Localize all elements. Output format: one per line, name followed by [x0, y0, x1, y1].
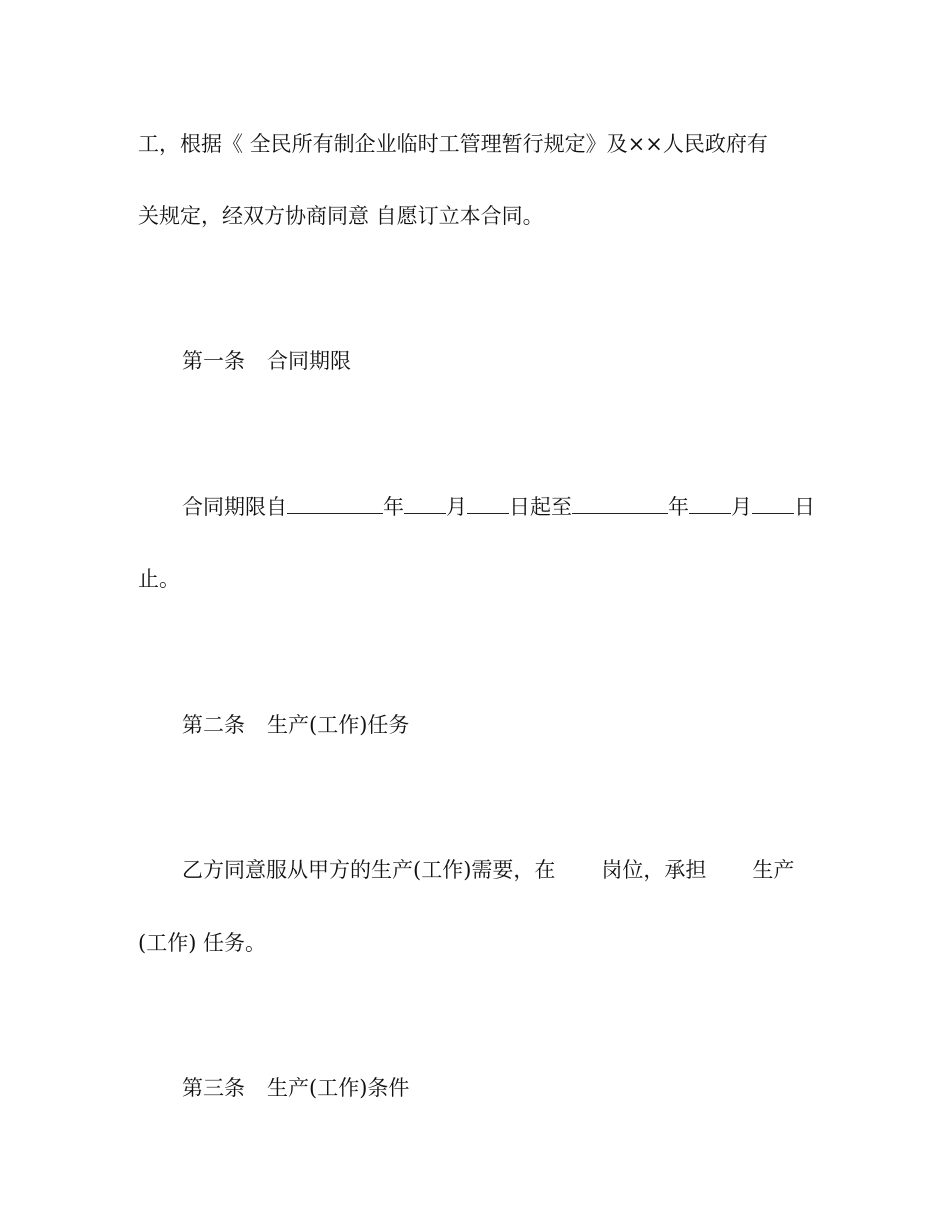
- article-3-heading: [182, 1074, 409, 1102]
- article-2-body-end: (工作) 任务。: [138, 931, 267, 955]
- year-label-2: 年: [668, 495, 689, 519]
- article-1-heading: [182, 347, 351, 375]
- article-2-body-part3: 生产: [752, 858, 795, 882]
- article-1-number: 第一条: [182, 349, 245, 373]
- blank-year-end[interactable]: [572, 495, 668, 514]
- article-1-title: 合同期限: [267, 349, 351, 373]
- blank-day-start[interactable]: [467, 495, 509, 514]
- blank-month-start[interactable]: [404, 495, 446, 514]
- article-1-body-end: 止。: [138, 567, 180, 591]
- day-to-label: 日起至: [509, 495, 572, 519]
- article-2-heading: [182, 711, 409, 739]
- article-2-title: 生产(工作)任务: [267, 713, 410, 737]
- article-1-body-start: 合同期限自: [182, 495, 287, 519]
- article-3-number: 第三条: [182, 1076, 245, 1100]
- month-label-2: 月: [731, 495, 752, 519]
- article-2-body: [182, 856, 794, 884]
- blank-day-end[interactable]: [752, 495, 794, 514]
- intro-line-1: 工，根据《 全民所有制企业临时工管理暂行规定》及××人民政府有: [138, 132, 768, 156]
- day-label-2: 日: [794, 495, 815, 519]
- article-2-body-part2: 岗位，承担: [601, 858, 707, 882]
- blank-month-end[interactable]: [689, 495, 731, 514]
- article-1-body: [182, 493, 815, 521]
- article-2-body-part1: 乙方同意服从甲方的生产(工作)需要，在: [182, 858, 556, 882]
- intro-line-2: 关规定，经双方协商同意 自愿订立本合同。: [138, 204, 544, 228]
- article-3-title: 生产(工作)条件: [267, 1076, 410, 1100]
- article-2-number: 第二条: [182, 713, 245, 737]
- blank-year-start[interactable]: [287, 495, 383, 514]
- year-label-1: 年: [383, 495, 404, 519]
- month-label-1: 月: [446, 495, 467, 519]
